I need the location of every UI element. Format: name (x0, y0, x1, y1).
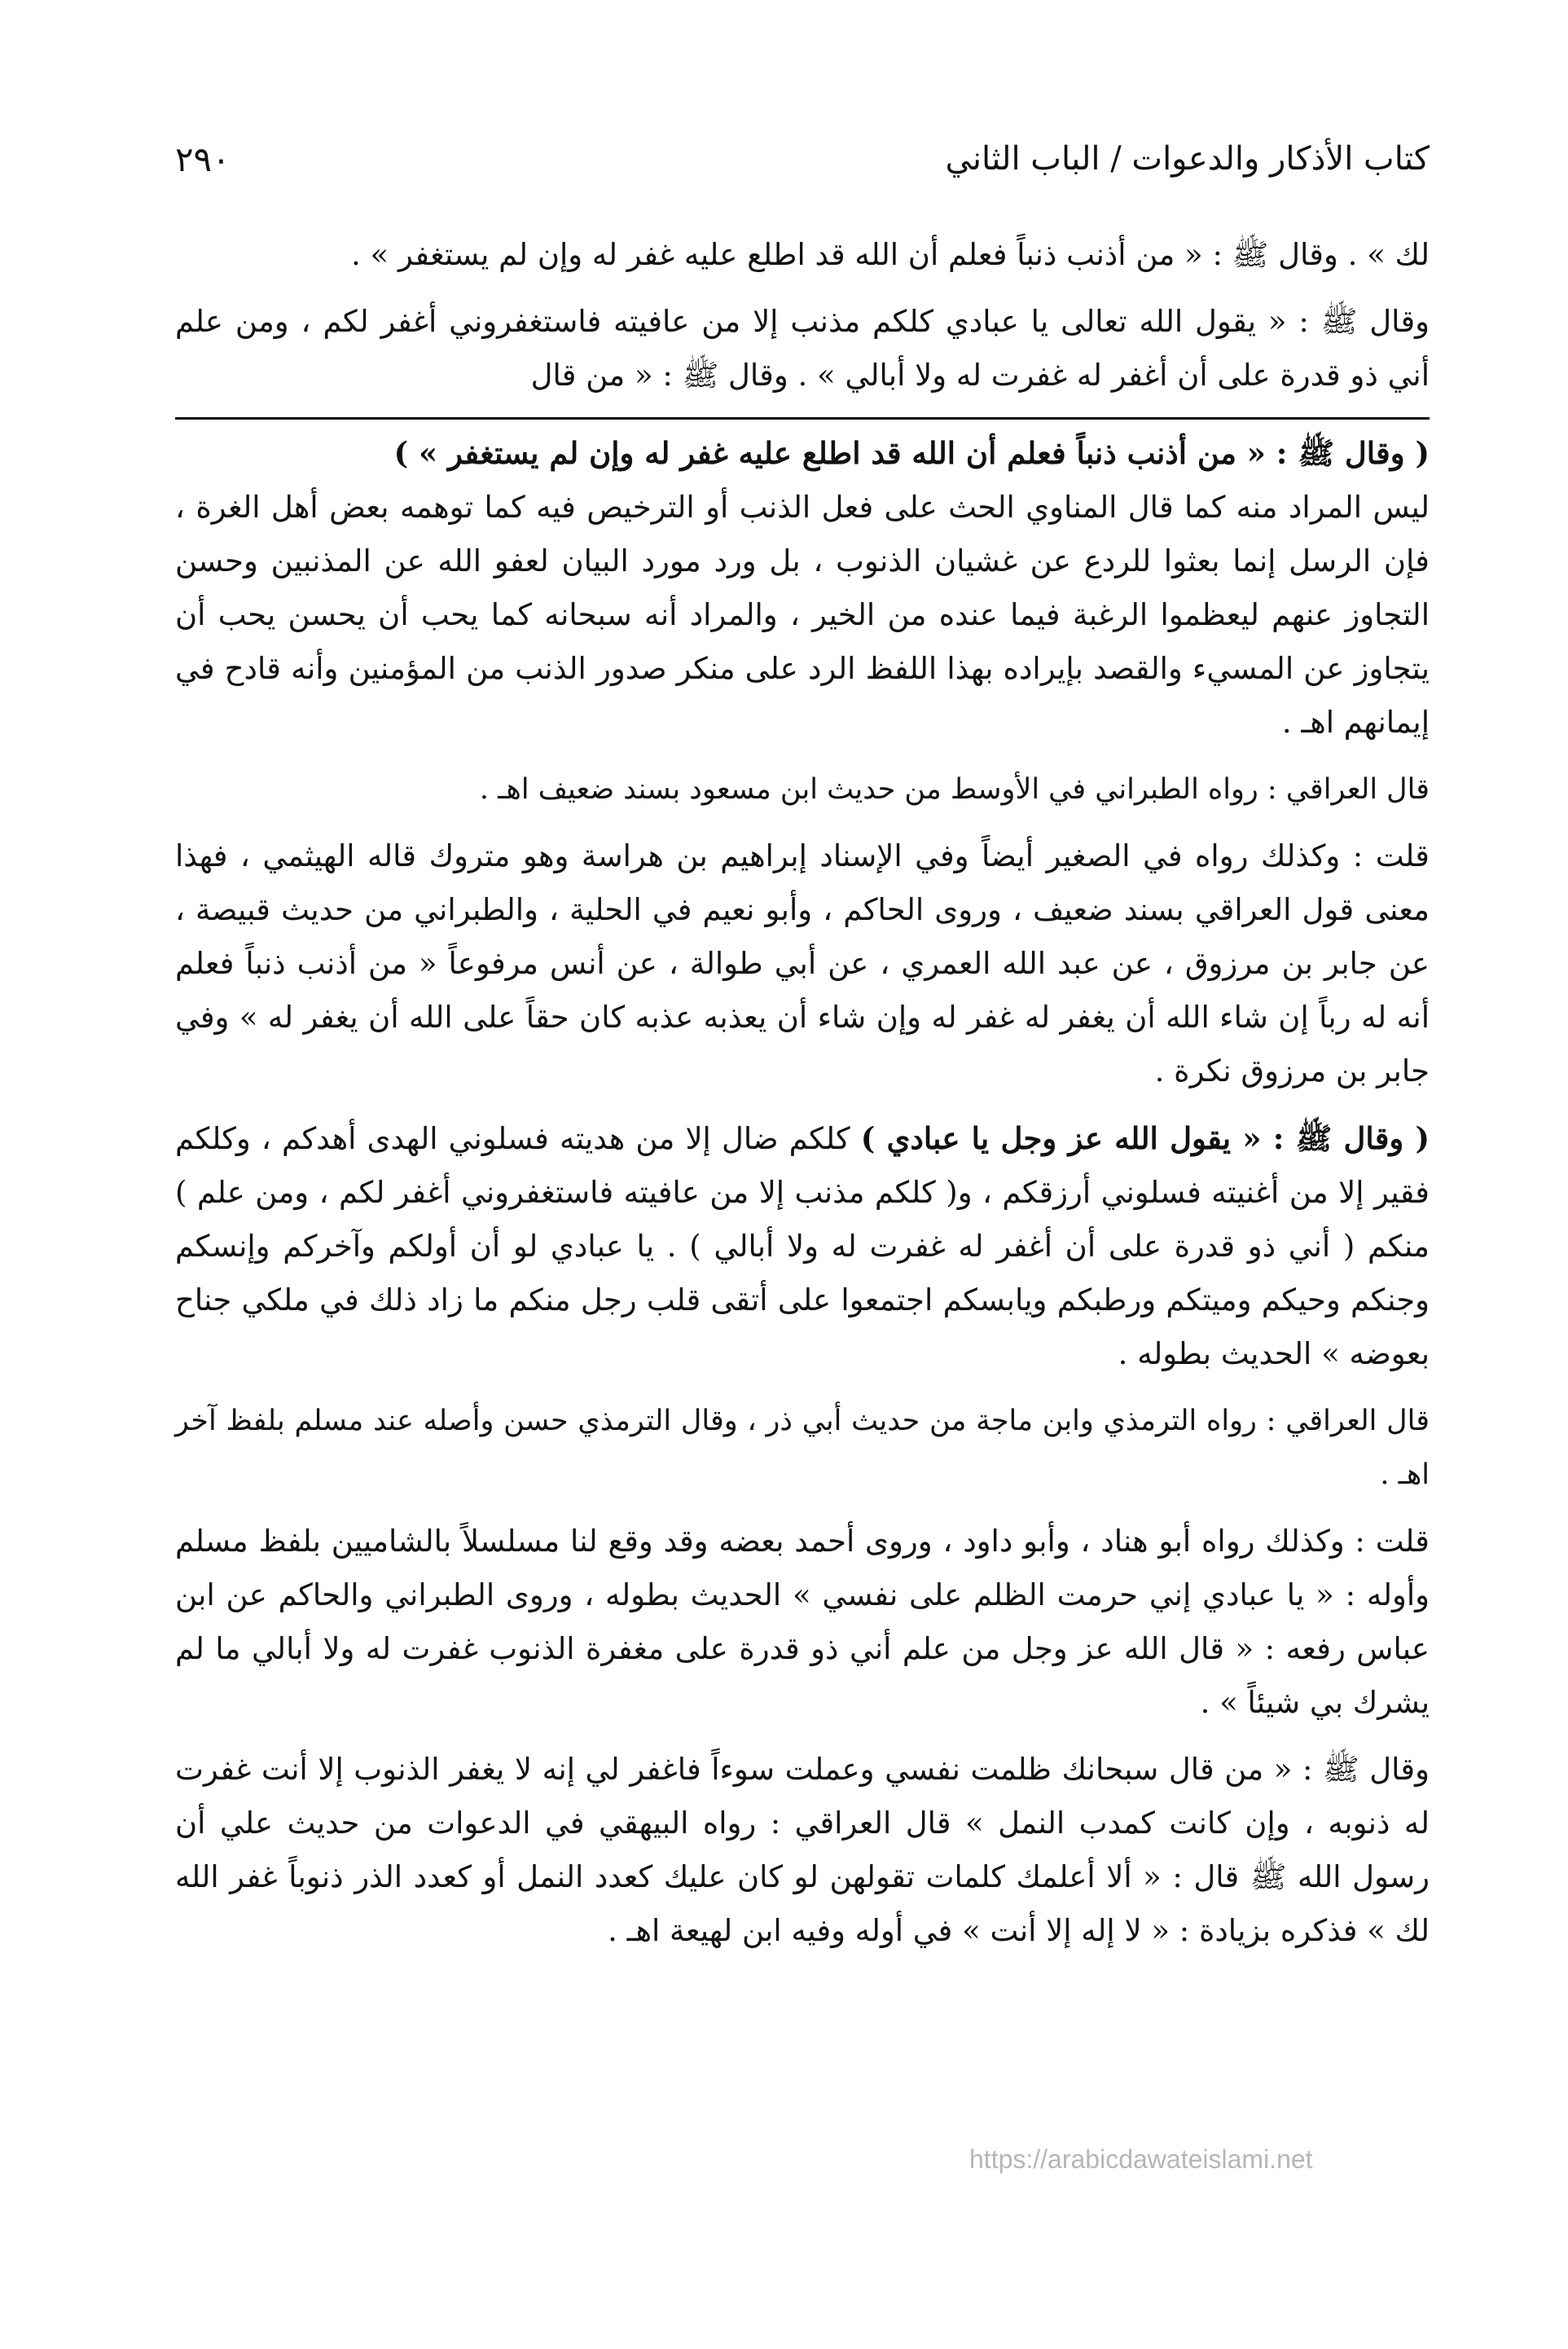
commentary-text: قال العراقي : رواه الطبراني في الأوسط من حديث ابن مسعود بسند ضعيف اهـ . (479, 773, 1430, 806)
commentary-text: قلت : وكذلك رواه في الصغير أيضاً وفي الإسناد إبراهيم بن هراسة وهو متروك قاله الهيثمي ، فهذا معنى قول العراقي بسند ضعيف ، وروى الحاكم ، وأبو نعيم في الحلية ، والطبراني من حديث قبيصة ، عن جابر بن مرزوق ، عن عبد الله العمري ، عن أبي طوالة ، عن أنس مرفوعاً « من أذنب ذنباً فعلم أنه له رباً إن شاء الله أن يغفر له غفر له وإن شاء أن يعذبه عذبه كان حقاً على الله أن يغفر له » وفي جابر بن مرزوق نكرة . (175, 838, 1430, 1089)
main-text-paragraph: وقال ﷺ : « يقول الله تعالى يا عبادي كلكم مذنب إلا من عافيته فاستغفروني أغفر لكم ، ومن علم أني ذو قدرة على أن أغفر له غفرت له ولا أبالي » . وقال ﷺ : « من قال (175, 304, 1430, 393)
section-divider (175, 417, 1430, 420)
commentary-paragraph (175, 1111, 1430, 1381)
commentary-paragraph (175, 1515, 1430, 1730)
commentary-paragraph (175, 1394, 1430, 1502)
running-title: كتاب الأذكار والدعوات / الباب الثاني (945, 140, 1430, 178)
commentary-text: قلت : وكذلك رواه أبو هناد ، وأبو داود ، وروى أحمد بعضه وقد وقع لنا مسلسلاً بالشاميين بلفظ مسلم وأوله : « يا عبادي إني حرمت الظلم على نفسي » الحديث بطوله ، وروى الطبراني والحاكم عن ابن عباس رفعه : « قال الله عز وجل من علم أني ذو قدرة على مغفرة الذنوب غفرت له ولا أبالي ما لم يشرك بي شيئاً » . (175, 1524, 1430, 1720)
commentary-heading: ( وقال ﷺ : « يقول الله عز وجل يا عبادي ) (860, 1120, 1430, 1156)
main-text-paragraph: لك » . وقال ﷺ : « من أذنب ذنباً فعلم أن الله قد اطلع عليه غفر له وإن لم يستغفر » . (351, 237, 1430, 272)
commentary-paragraph (175, 829, 1430, 1098)
commentary-paragraph (175, 1743, 1430, 1958)
commentary-text: ليس المراد منه كما قال المناوي الحث على فعل الذنب أو الترخيص فيه كما توهمه بعض أهل الغرة ، فإن الرسل إنما بعثوا للردع عن غشيان الذنوب ، بل ورد مورد البيان لعفو الله عن المذنبين وحسن التجاوز عنهم ليعظموا الرغبة فيما عنده من الخير ، والمراد أنه سبحانه كما يحب أن يحسن يحب أن يتجاوز عن المسيء والقصد بإيراده بهذا اللفظ الرد على منكر صدور الذنب من المؤمنين وأنه قادح في إيمانهم اهـ . (175, 490, 1430, 740)
page-content (175, 228, 1430, 1971)
commentary-text: وقال ﷺ : « من قال سبحانك ظلمت نفسي وعملت سوءاً فاغفر لي إنه لا يغفر الذنوب إلا أنت غفرت له ذنوبه ، وإن كانت كمدب النمل » قال العراقي : رواه البيهقي في الدعوات من حديث علي أن رسول الله ﷺ قال : « ألا أعلمك كلمات تقولهن لو كان عليك كعدد النمل أو كعدد الذر ذنوباً غفر الله لك » فذكره بزيادة : « لا إله إلا أنت » في أوله وفيه ابن لهيعة اهـ . (175, 1752, 1430, 1948)
commentary-text: قال العراقي : رواه الترمذي وابن ماجة من حديث أبي ذر ، وقال الترمذي حسن وأصله عند مسلم بلفظ آخر اهـ . (175, 1405, 1430, 1491)
commentary-paragraph (175, 426, 1430, 750)
commentary-text: كلكم ضال إلا من هديته فسلوني الهدى أهدكم ، وكلكم فقير إلا من أغنيته فسلوني أرزقكم ، و( كلكم مذنب إلا من عافيته فاستغفروني أغفر لكم ، ومن علم ) منكم ( أني ذو قدرة على أن أغفر له غفرت له ولا أبالي ) . يا عبادي لو أن أولكم وآخركم وإنسكم وجنكم وحيكم وميتكم ورطبكم ويابسكم اجتمعوا على أتقى قلب رجل منكم ما زاد ذلك في ملكي جناح بعوضه » الحديث بطوله . (175, 1121, 1430, 1371)
source-watermark: https://arabicdawateislami.net (969, 2144, 1313, 2174)
page-number: ٢٩٠ (175, 139, 231, 179)
page-header (175, 130, 1430, 187)
commentary-heading: ( وقال ﷺ : « من أذنب ذنباً فعلم أن الله قد اطلع عليه غفر له وإن لم يستغفر » ) (393, 435, 1430, 471)
commentary-paragraph (175, 763, 1430, 816)
